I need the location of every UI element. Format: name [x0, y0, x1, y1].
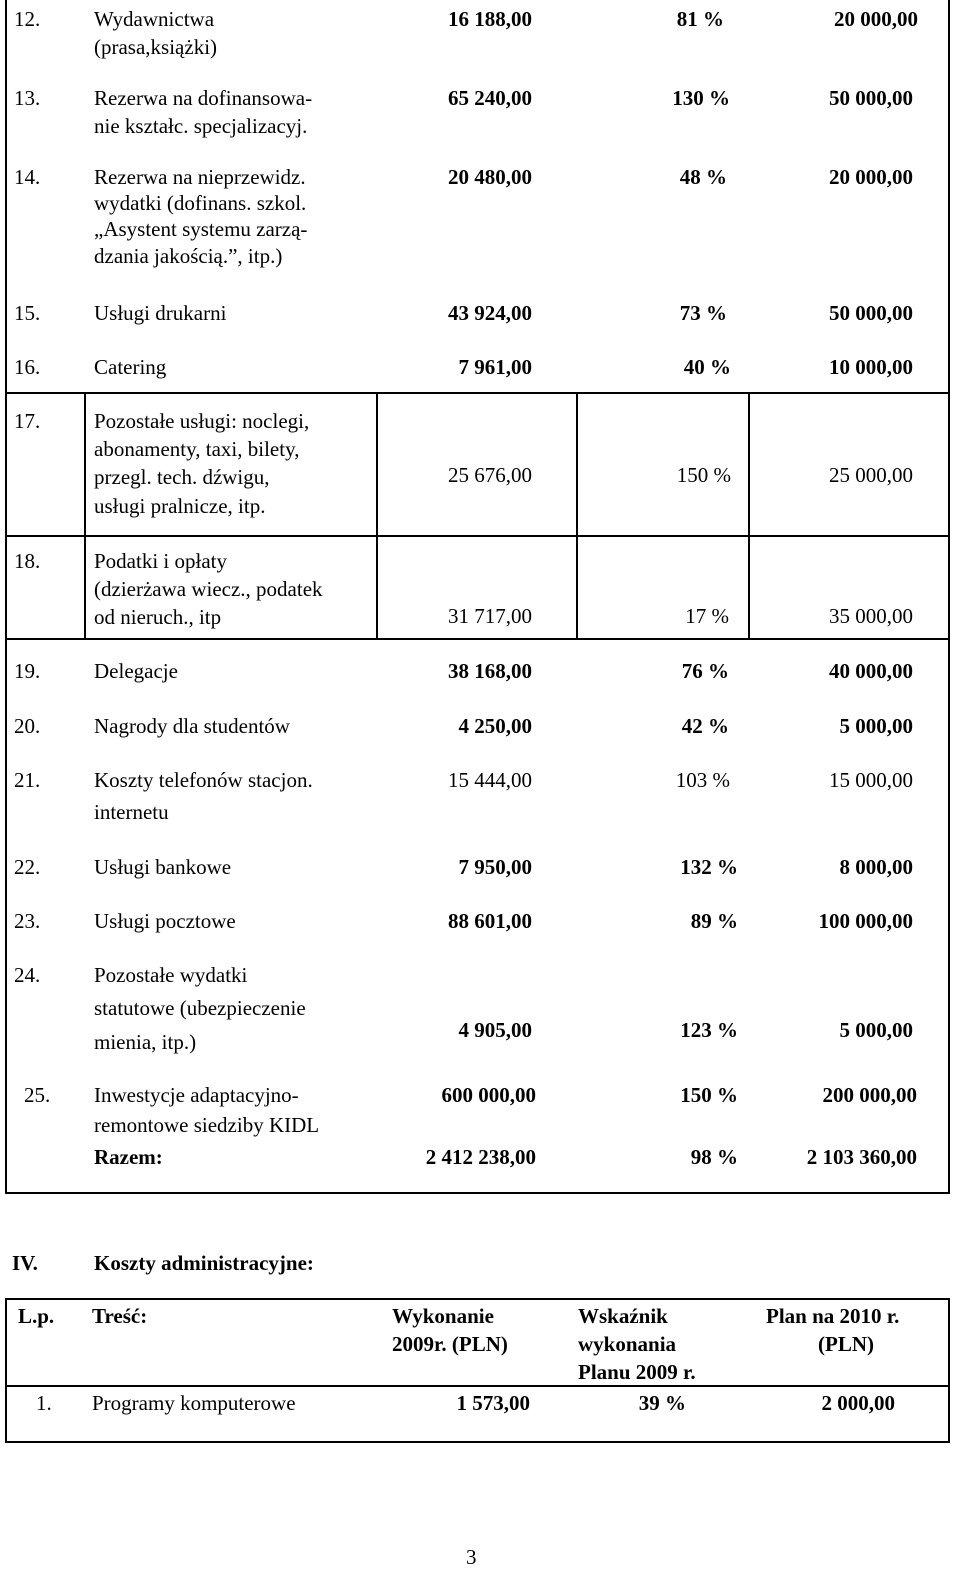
row-w2009: 4 250,00	[458, 714, 532, 738]
row-desc: Usługi bankowe	[94, 855, 232, 879]
row-desc: Delegacje	[94, 659, 178, 683]
row-w2009: 4 905,00	[458, 1018, 532, 1042]
row-plan2010: 5 000,00	[839, 1018, 913, 1042]
row-pct: 89 %	[690, 909, 738, 933]
section-title: Koszty administracyjne:	[94, 1251, 314, 1275]
col-divider	[748, 392, 750, 536]
row-lp: 17.	[14, 409, 41, 433]
row-desc: abonamenty, taxi, bilety,	[94, 437, 300, 461]
row-w2009: 65 240,00	[448, 86, 532, 110]
total-label: Razem:	[94, 1145, 163, 1169]
row-pct: 48 %	[679, 165, 727, 189]
row-w2009: 7 961,00	[458, 355, 532, 379]
table-border-top	[5, 1298, 950, 1300]
table-border-left	[5, 1298, 7, 1443]
row-desc: dzania jakością.”, itp.)	[94, 244, 283, 268]
row-w2009: 20 480,00	[448, 165, 532, 189]
row-plan2010: 15 000,00	[829, 768, 913, 792]
row-desc: usługi pralnicze, itp.	[94, 494, 266, 518]
row-desc: Usługi drukarni	[94, 301, 227, 325]
row-desc: internetu	[94, 800, 169, 824]
row-w2009: 16 188,00	[448, 7, 532, 31]
section-number: IV.	[12, 1251, 38, 1275]
header-w2009: Wykonanie	[392, 1304, 494, 1328]
row-lp: 23.	[14, 909, 41, 933]
table-border-bottom	[5, 1441, 950, 1443]
row-desc: (dzierżawa wiecz., podatek	[94, 577, 323, 601]
row-lp: 14.	[14, 165, 41, 189]
row-w2009: 600 000,00	[441, 1083, 536, 1107]
total-w2009: 2 412 238,00	[425, 1145, 536, 1169]
row-plan2010: 50 000,00	[829, 86, 913, 110]
row-w2009: 25 676,00	[448, 463, 532, 487]
row-plan2010: 8 000,00	[839, 855, 913, 879]
row-desc: (prasa,książki)	[94, 35, 218, 59]
row-desc: od nieruch., itp	[94, 605, 222, 629]
row-pct: 81 %	[676, 7, 724, 31]
row-pct: 73 %	[679, 301, 727, 325]
header-lp: L.p.	[18, 1304, 55, 1328]
row-plan2010: 10 000,00	[829, 355, 913, 379]
header-pct: Planu 2009 r.	[578, 1360, 696, 1384]
row-plan2010: 20 000,00	[829, 165, 913, 189]
col-divider	[84, 535, 86, 639]
row-desc: Catering	[94, 355, 167, 379]
row-desc: Rezerwa na dofinansowa-	[94, 86, 313, 110]
row-desc: mienia, itp.)	[94, 1030, 197, 1054]
header-desc: Treść:	[92, 1304, 148, 1328]
row-w2009: 38 168,00	[448, 659, 532, 683]
col-divider	[376, 392, 378, 536]
row-desc: Podatki i opłaty	[94, 549, 227, 573]
row-pct: 130 %	[672, 86, 730, 110]
page-number: 3	[466, 1545, 477, 1569]
row-plan2010: 5 000,00	[839, 714, 913, 738]
row-divider	[5, 392, 950, 394]
row-pct: 150 %	[676, 463, 731, 487]
table-border-bottom	[5, 1192, 950, 1194]
row-desc: remontowe siedziby KIDL	[94, 1113, 320, 1137]
col-divider	[576, 392, 578, 536]
row-plan2010: 200 000,00	[822, 1083, 917, 1107]
row-desc: Usługi pocztowe	[94, 909, 236, 933]
row-desc: statutowe (ubezpieczenie	[94, 996, 306, 1020]
row-lp: 19.	[14, 659, 41, 683]
row-pct: 123 %	[680, 1018, 738, 1042]
row-pct: 103 %	[675, 768, 730, 792]
header-plan2010: Plan na 2010 r.	[766, 1304, 900, 1328]
row-w2009: 15 444,00	[448, 768, 532, 792]
row-desc: Pozostałe wydatki	[94, 963, 248, 987]
row-lp: 20.	[14, 714, 41, 738]
row-w2009: 7 950,00	[458, 855, 532, 879]
row-w2009: 31 717,00	[448, 604, 532, 628]
col-divider	[576, 535, 578, 639]
col-divider	[748, 535, 750, 639]
header-plan2010: (PLN)	[818, 1332, 874, 1356]
row-desc: Inwestycje adaptacyjno-	[94, 1083, 299, 1107]
row-desc: „Asystent systemu zarzą-	[94, 217, 308, 241]
row-plan2010: 2 000,00	[821, 1391, 895, 1415]
row-plan2010: 20 000,00	[834, 7, 918, 31]
row-w2009: 1 573,00	[456, 1391, 530, 1415]
table-border-left	[5, 0, 7, 1193]
row-lp: 1.	[36, 1391, 52, 1415]
col-divider	[376, 535, 378, 639]
row-pct: 76 %	[681, 659, 729, 683]
col-divider	[84, 392, 86, 536]
row-divider	[5, 1385, 950, 1387]
row-desc: Wydawnictwa	[94, 7, 215, 31]
row-divider	[5, 535, 950, 537]
row-lp: 16.	[14, 355, 41, 379]
row-lp: 25.	[24, 1083, 51, 1107]
row-desc: Pozostałe usługi: noclegi,	[94, 409, 310, 433]
row-desc: wydatki (dofinans. szkol.	[94, 191, 307, 215]
row-pct: 132 %	[680, 855, 738, 879]
row-plan2010: 100 000,00	[818, 909, 913, 933]
header-w2009: 2009r. (PLN)	[392, 1332, 508, 1356]
header-pct: Wskaźnik	[578, 1304, 668, 1328]
table-border-right	[948, 1298, 950, 1443]
row-desc: Rezerwa na nieprzewidz.	[94, 165, 306, 189]
row-desc: Koszty telefonów stacjon.	[94, 768, 313, 792]
row-lp: 21.	[14, 768, 41, 792]
row-pct: 40 %	[683, 355, 731, 379]
row-lp: 15.	[14, 301, 41, 325]
total-plan2010: 2 103 360,00	[806, 1145, 917, 1169]
row-w2009: 43 924,00	[448, 301, 532, 325]
row-lp: 24.	[14, 963, 41, 987]
row-pct: 42 %	[681, 714, 729, 738]
row-plan2010: 35 000,00	[829, 604, 913, 628]
table-border-right	[948, 0, 950, 1193]
row-plan2010: 40 000,00	[829, 659, 913, 683]
row-pct: 17 %	[685, 604, 729, 628]
row-desc: Programy komputerowe	[92, 1391, 296, 1415]
row-desc: przegl. tech. dźwigu,	[94, 465, 270, 489]
row-lp: 12.	[14, 7, 41, 31]
row-pct: 39 %	[638, 1391, 686, 1415]
row-desc: Nagrody dla studentów	[94, 714, 290, 738]
row-lp: 18.	[14, 549, 41, 573]
row-w2009: 88 601,00	[448, 909, 532, 933]
row-plan2010: 25 000,00	[829, 463, 913, 487]
row-plan2010: 50 000,00	[829, 301, 913, 325]
row-lp: 22.	[14, 855, 41, 879]
row-pct: 150 %	[680, 1083, 738, 1107]
row-desc: nie kształc. specjalizacyj.	[94, 114, 308, 138]
row-divider	[5, 638, 950, 640]
header-pct: wykonania	[578, 1332, 677, 1356]
total-pct: 98 %	[690, 1145, 738, 1169]
row-lp: 13.	[14, 86, 41, 110]
